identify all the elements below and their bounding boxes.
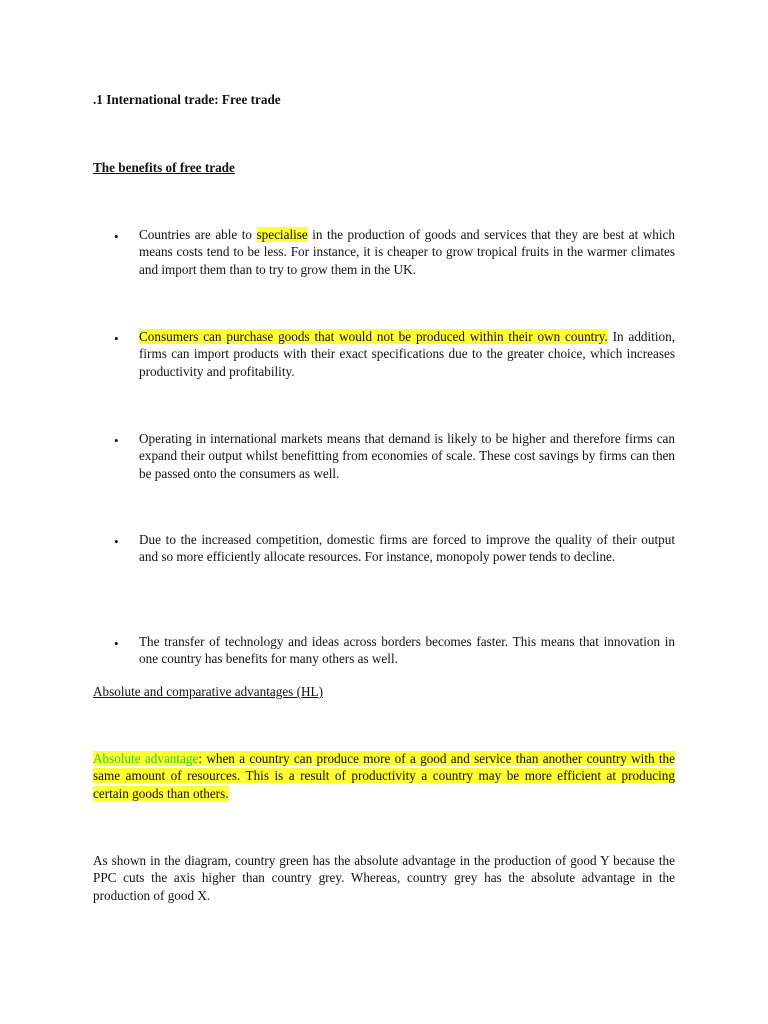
bullet-icon: • xyxy=(114,331,119,346)
bullet-icon: • xyxy=(114,534,119,549)
absolute-advantage-definition xyxy=(93,750,675,802)
definition-term: Absolute advantage xyxy=(93,751,199,766)
bullet-item-competition: Due to the increased competition, domestic firms are forced to improve the quality of their output and so more efficiently allocate resources. For instance, monopoly power tends to decline. xyxy=(139,532,675,565)
bullet-icon: • xyxy=(114,433,119,448)
bullet-icon: • xyxy=(114,636,119,651)
bullet-item-consumers xyxy=(139,328,675,380)
diagram-paragraph: As shown in the diagram, country green has the absolute advantage in the production of good Y because the PPC cuts the axis higher than country grey. Whereas, country grey has the absolute advantage in the production of good X. xyxy=(93,853,675,903)
highlighted-term: specialise xyxy=(256,227,308,242)
benefits-heading: The benefits of free trade xyxy=(93,160,235,175)
bullet-text: in the production of goods and services that they are best at which means costs tend to be less. For instance, it is cheaper to grow tropical fruits in the warmer climates and import them than to try to grow them in the UK. xyxy=(139,227,675,277)
advantages-heading: Absolute and comparative advantages (HL) xyxy=(93,684,323,699)
bullet-item-specialise xyxy=(139,226,675,278)
highlighted-sentence: Consumers can purchase goods that would not be produced within their own country. xyxy=(139,329,608,344)
page-title: .1 International trade: Free trade xyxy=(93,92,281,107)
bullet-icon: • xyxy=(114,229,119,244)
bullet-text: Countries are able to xyxy=(139,227,257,242)
bullet-item-economies-of-scale: Operating in international markets means that demand is likely to be higher and therefore firms can expand their output whilst benefitting from economies of scale. These cost savings by firms can then be passed onto the consumers as well. xyxy=(139,431,675,481)
bullet-text: In addition, firms can import products with their exact specifications due to the greater choice, which increases productivity and profitability. xyxy=(139,329,675,379)
bullet-item-technology: The transfer of technology and ideas across borders becomes faster. This means that innovation in one country has benefits for many others as well. xyxy=(139,634,675,667)
definition-text: : when a country can produce more of a good and service than another country with the same amount of resources. This is a result of productivity a country may be more efficient at producing certain goods than others. xyxy=(93,751,675,801)
